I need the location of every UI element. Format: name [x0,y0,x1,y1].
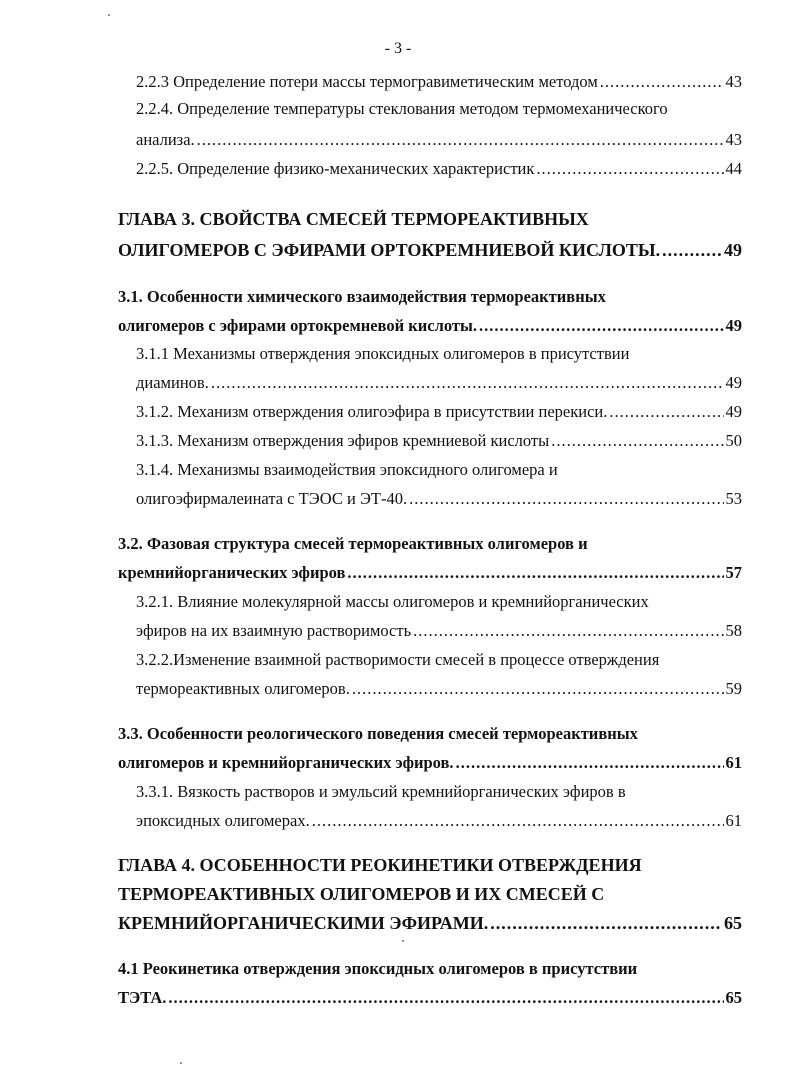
toc-entry-2-2-4[interactable] [136,97,742,121]
toc-entry-text: 3.3. Особенности реологического поведения смесей термореактивных [118,724,638,743]
toc-entry-text: 3.1.1 Механизмы отверждения эпоксидных олигомеров в присутствии [136,344,630,363]
toc-entry-text: эпоксидных олигомерах. [136,811,310,830]
toc-page-number: 49 [724,240,742,260]
dot-leader [347,561,723,585]
toc-page-number: 49 [725,402,742,421]
toc-entry-text: 3.1. Особенности химического взаимодействия термореактивных [118,287,606,306]
toc-page-number: 65 [724,913,742,933]
toc-page-number: 53 [725,489,742,508]
dot-leader [197,128,724,152]
dot-leader [168,986,723,1010]
toc-page-number: 43 [725,130,742,149]
scan-speck [108,14,110,16]
toc-entry-text: 4.1 Реокинетика отверждения эпоксидных олигомеров в присутствии [118,959,638,978]
toc-section-3-3[interactable] [118,722,742,746]
toc-entry-text: олигоэфирмалеината с ТЭОС и ЭТ-40. [136,489,408,508]
toc-entry-text: 2.2.5. Определение физико-механических характеристик [136,159,535,178]
toc-entry-text: эфиров на их взаимную растворимость [136,621,412,640]
toc-page-number: 58 [725,621,742,640]
toc-chapter-4-cont-2[interactable] [118,911,742,935]
toc-section-3-1-cont[interactable] [118,314,742,338]
toc-chapter-4-cont[interactable] [118,882,742,906]
toc-entry-text: ГЛАВА 3. СВОЙСТВА СМЕСЕЙ ТЕРМОРЕАКТИВНЫХ [118,209,589,229]
toc-entry-3-2-2[interactable] [136,648,742,672]
toc-entry-text: 3.3.1. Вязкость растворов и эмульсий кремнийорганических эфиров в [136,782,626,801]
toc-entry-3-2-1-cont[interactable] [136,619,742,643]
toc-entry-text: 3.1.4. Механизмы взаимодействия эпоксидного олигомера и [136,460,558,479]
dot-leader [600,70,724,94]
toc-entry-text: термореактивных олигомеров. [136,679,350,698]
toc-page-number: 43 [725,72,742,91]
toc-page-number: 49 [725,373,742,392]
dot-leader [312,809,724,833]
toc-page-number: 61 [725,753,742,772]
toc-chapter-3-cont[interactable] [118,238,742,262]
toc-entry-text: 3.2.2.Изменение взаимной растворимости смесей в процессе отверждения [136,650,660,669]
toc-entry-text: кремнийорганических эфиров [118,563,346,582]
toc-entry-3-2-2-cont[interactable] [136,677,742,701]
scan-speck [402,940,404,942]
toc-page-number: 65 [725,988,742,1007]
toc-section-3-3-cont[interactable] [118,751,742,775]
toc-entry-3-2-1[interactable] [136,590,742,614]
page-number: - 3 - [384,40,412,57]
dot-leader [609,400,723,424]
toc-entry-2-2-3[interactable] [136,70,742,94]
toc-entry-3-3-1[interactable] [136,780,742,804]
toc-entry-text: 3.1.3. Механизм отверждения эфиров кремниевой кислоты [136,431,550,450]
scan-speck [180,1062,182,1064]
toc-entry-3-3-1-cont[interactable] [136,809,742,833]
toc-page-number: 57 [725,563,742,582]
toc-section-3-2-cont[interactable] [118,561,742,585]
toc-entry-text: ОЛИГОМЕРОВ С ЭФИРАМИ ОРТОКРЕМНИЕВОЙ КИСЛОТЫ. [118,240,661,260]
toc-entry-text: 3.2. Фазовая структура смесей термореактивных олигомеров и [118,534,588,553]
toc-section-4-1[interactable] [118,957,742,981]
toc-entry-text: ГЛАВА 4. ОСОБЕННОСТИ РЕОКИНЕТИКИ ОТВЕРЖДЕНИЯ [118,855,642,875]
toc-entry-3-1-4-cont[interactable] [136,487,742,511]
toc-entry-3-1-4[interactable] [136,458,742,482]
dot-leader [479,314,724,338]
toc-page-number: 59 [725,679,742,698]
dot-leader [413,619,723,643]
toc-page-number: 61 [725,811,742,830]
dot-leader [490,911,722,935]
toc-entry-2-2-5[interactable] [136,157,742,181]
toc-section-3-1[interactable] [118,285,742,309]
toc-entry-text: КРЕМНИЙОРГАНИЧЕСКИМИ ЭФИРАМИ. [118,913,489,933]
toc-chapter-3[interactable] [118,207,742,231]
toc-entry-text: 3.1.2. Механизм отверждения олигоэфира в присутствии перекиси. [136,402,608,421]
toc-section-3-2[interactable] [118,532,742,556]
toc-entry-text: ТЭТА. [118,988,167,1007]
toc-entry-3-1-3[interactable] [136,429,742,453]
toc-entry-3-1-1[interactable] [136,342,742,366]
toc-section-4-1-cont[interactable] [118,986,742,1010]
toc-entry-text: анализа. [136,130,195,149]
toc-entry-text: олигомеров и кремнийорганических эфиров. [118,753,454,772]
toc-entry-text: ТЕРМОРЕАКТИВНЫХ ОЛИГОМЕРОВ И ИХ СМЕСЕЙ С [118,884,605,904]
toc-page-number: 50 [725,431,742,450]
toc-entry-3-1-2[interactable] [136,400,742,424]
toc-page-number: 44 [725,159,742,178]
dot-leader [551,429,723,453]
dot-leader [662,238,722,262]
toc-entry-text: 3.2.1. Влияние молекулярной массы олигомеров и кремнийорганических [136,592,649,611]
toc-chapter-4[interactable] [118,853,742,877]
dot-leader [211,371,724,395]
toc-entry-text: 2.2.3 Определение потери массы термогравиметическим методом [136,72,598,91]
toc-entry-text: 2.2.4. Определение температуры стеклования методом термомеханического [136,99,668,118]
toc-entry-2-2-4-cont[interactable] [136,128,742,152]
dot-leader [536,157,723,181]
toc-entry-3-1-1-cont[interactable] [136,371,742,395]
dot-leader [456,751,724,775]
dot-leader [352,677,724,701]
toc-entry-text: диаминов. [136,373,209,392]
dot-leader [409,487,723,511]
toc-page-number: 49 [725,316,742,335]
toc-entry-text: олигомеров с эфирами ортокремневой кислоты. [118,316,477,335]
